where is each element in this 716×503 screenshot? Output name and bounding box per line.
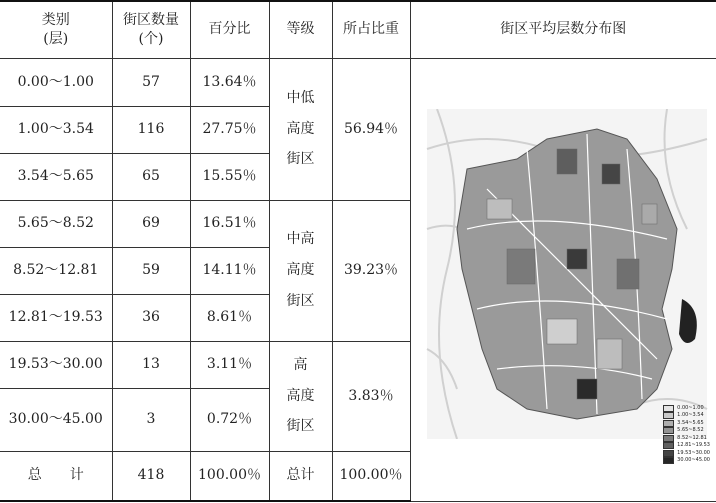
legend-item xyxy=(663,450,710,458)
count-cell: 57 xyxy=(112,58,190,106)
count-cell: 3 xyxy=(112,388,190,451)
header-count-line1: 街区数量 xyxy=(123,11,179,28)
legend-label: 30.00~45.00 xyxy=(677,457,710,464)
legend-item xyxy=(663,405,710,413)
range-cell: 3.54～5.65 xyxy=(0,153,112,200)
map-cell xyxy=(410,58,716,501)
count-cell: 59 xyxy=(112,247,190,294)
percent-cell: 3.11％ xyxy=(190,341,269,388)
map-legend xyxy=(663,405,710,465)
legend-item xyxy=(663,457,710,465)
grade-line: 街区 xyxy=(286,292,315,309)
legend-swatch xyxy=(663,412,674,419)
header-percent: 百分比 xyxy=(190,1,269,58)
range-cell: 30.00～45.00 xyxy=(0,388,112,451)
height-distribution-map xyxy=(423,109,711,439)
table-row xyxy=(0,58,716,106)
percent-cell: 15.55％ xyxy=(190,153,269,200)
count-cell: 13 xyxy=(112,341,190,388)
range-cell: 12.81～19.53 xyxy=(0,294,112,341)
share-cell-low: 56.94％ xyxy=(332,58,410,200)
share-cell-high: 3.83％ xyxy=(332,341,410,451)
percent-cell: 13.64％ xyxy=(190,58,269,106)
total-count: 418 xyxy=(112,451,190,501)
legend-label: 0.00~1.00 xyxy=(677,404,704,411)
share-cell-mid: 39.23％ xyxy=(332,200,410,341)
grade-line: 高度 xyxy=(286,387,315,404)
legend-label: 1.00~3.54 xyxy=(677,412,704,419)
total-share: 100.00％ xyxy=(332,451,410,501)
header-count xyxy=(112,1,190,58)
header-row xyxy=(0,1,716,58)
grade-line: 中高 xyxy=(286,231,315,248)
count-cell: 36 xyxy=(112,294,190,341)
legend-swatch xyxy=(663,427,674,434)
grade-cell-mid xyxy=(269,200,332,341)
legend-swatch xyxy=(663,420,674,427)
legend-swatch xyxy=(663,405,674,412)
count-cell: 116 xyxy=(112,106,190,153)
legend-label: 8.52~12.81 xyxy=(677,434,707,441)
range-cell: 0.00～1.00 xyxy=(0,58,112,106)
grade-line: 高 xyxy=(293,356,308,373)
count-cell: 69 xyxy=(112,200,190,247)
header-category-line2: (层) xyxy=(43,30,69,47)
grade-cell-low xyxy=(269,58,332,200)
grade-cell-high xyxy=(269,341,332,451)
grade-line: 高度 xyxy=(286,120,315,137)
legend-label: 3.54~5.65 xyxy=(677,419,704,426)
legend-swatch xyxy=(663,457,674,464)
legend-label: 19.53~30.00 xyxy=(677,449,710,456)
header-count-line2: (个) xyxy=(138,30,164,47)
percent-cell: 8.61％ xyxy=(190,294,269,341)
legend-item xyxy=(663,420,710,428)
map-image xyxy=(423,109,711,439)
grade-line: 街区 xyxy=(286,151,315,168)
header-map-title: 街区平均层数分布图 xyxy=(410,1,716,58)
header-share: 所占比重 xyxy=(332,1,410,58)
legend-label: 12.81~19.53 xyxy=(677,442,710,449)
percent-cell: 0.72％ xyxy=(190,388,269,451)
total-percent: 100.00％ xyxy=(190,451,269,501)
total-label: 总 计 xyxy=(0,451,112,501)
range-cell: 1.00～3.54 xyxy=(0,106,112,153)
legend-swatch xyxy=(663,442,674,449)
grade-line: 中低 xyxy=(286,89,315,106)
legend-item xyxy=(663,435,710,443)
grade-line: 街区 xyxy=(286,418,315,435)
range-cell: 8.52～12.81 xyxy=(0,247,112,294)
percent-cell: 14.11％ xyxy=(190,247,269,294)
legend-swatch xyxy=(663,435,674,442)
percent-cell: 16.51％ xyxy=(190,200,269,247)
grade-line: 高度 xyxy=(286,262,315,279)
range-cell: 5.65～8.52 xyxy=(0,200,112,247)
legend-item xyxy=(663,442,710,450)
percent-cell: 27.75％ xyxy=(190,106,269,153)
legend-item xyxy=(663,427,710,435)
count-cell: 65 xyxy=(112,153,190,200)
total-grade: 总计 xyxy=(269,451,332,501)
header-grade: 等级 xyxy=(269,1,332,58)
legend-item xyxy=(663,412,710,420)
legend-swatch xyxy=(663,450,674,457)
range-cell: 19.53～30.00 xyxy=(0,341,112,388)
header-category-line1: 类别 xyxy=(41,11,70,28)
header-category xyxy=(0,1,112,58)
legend-label: 5.65~8.52 xyxy=(677,427,704,434)
